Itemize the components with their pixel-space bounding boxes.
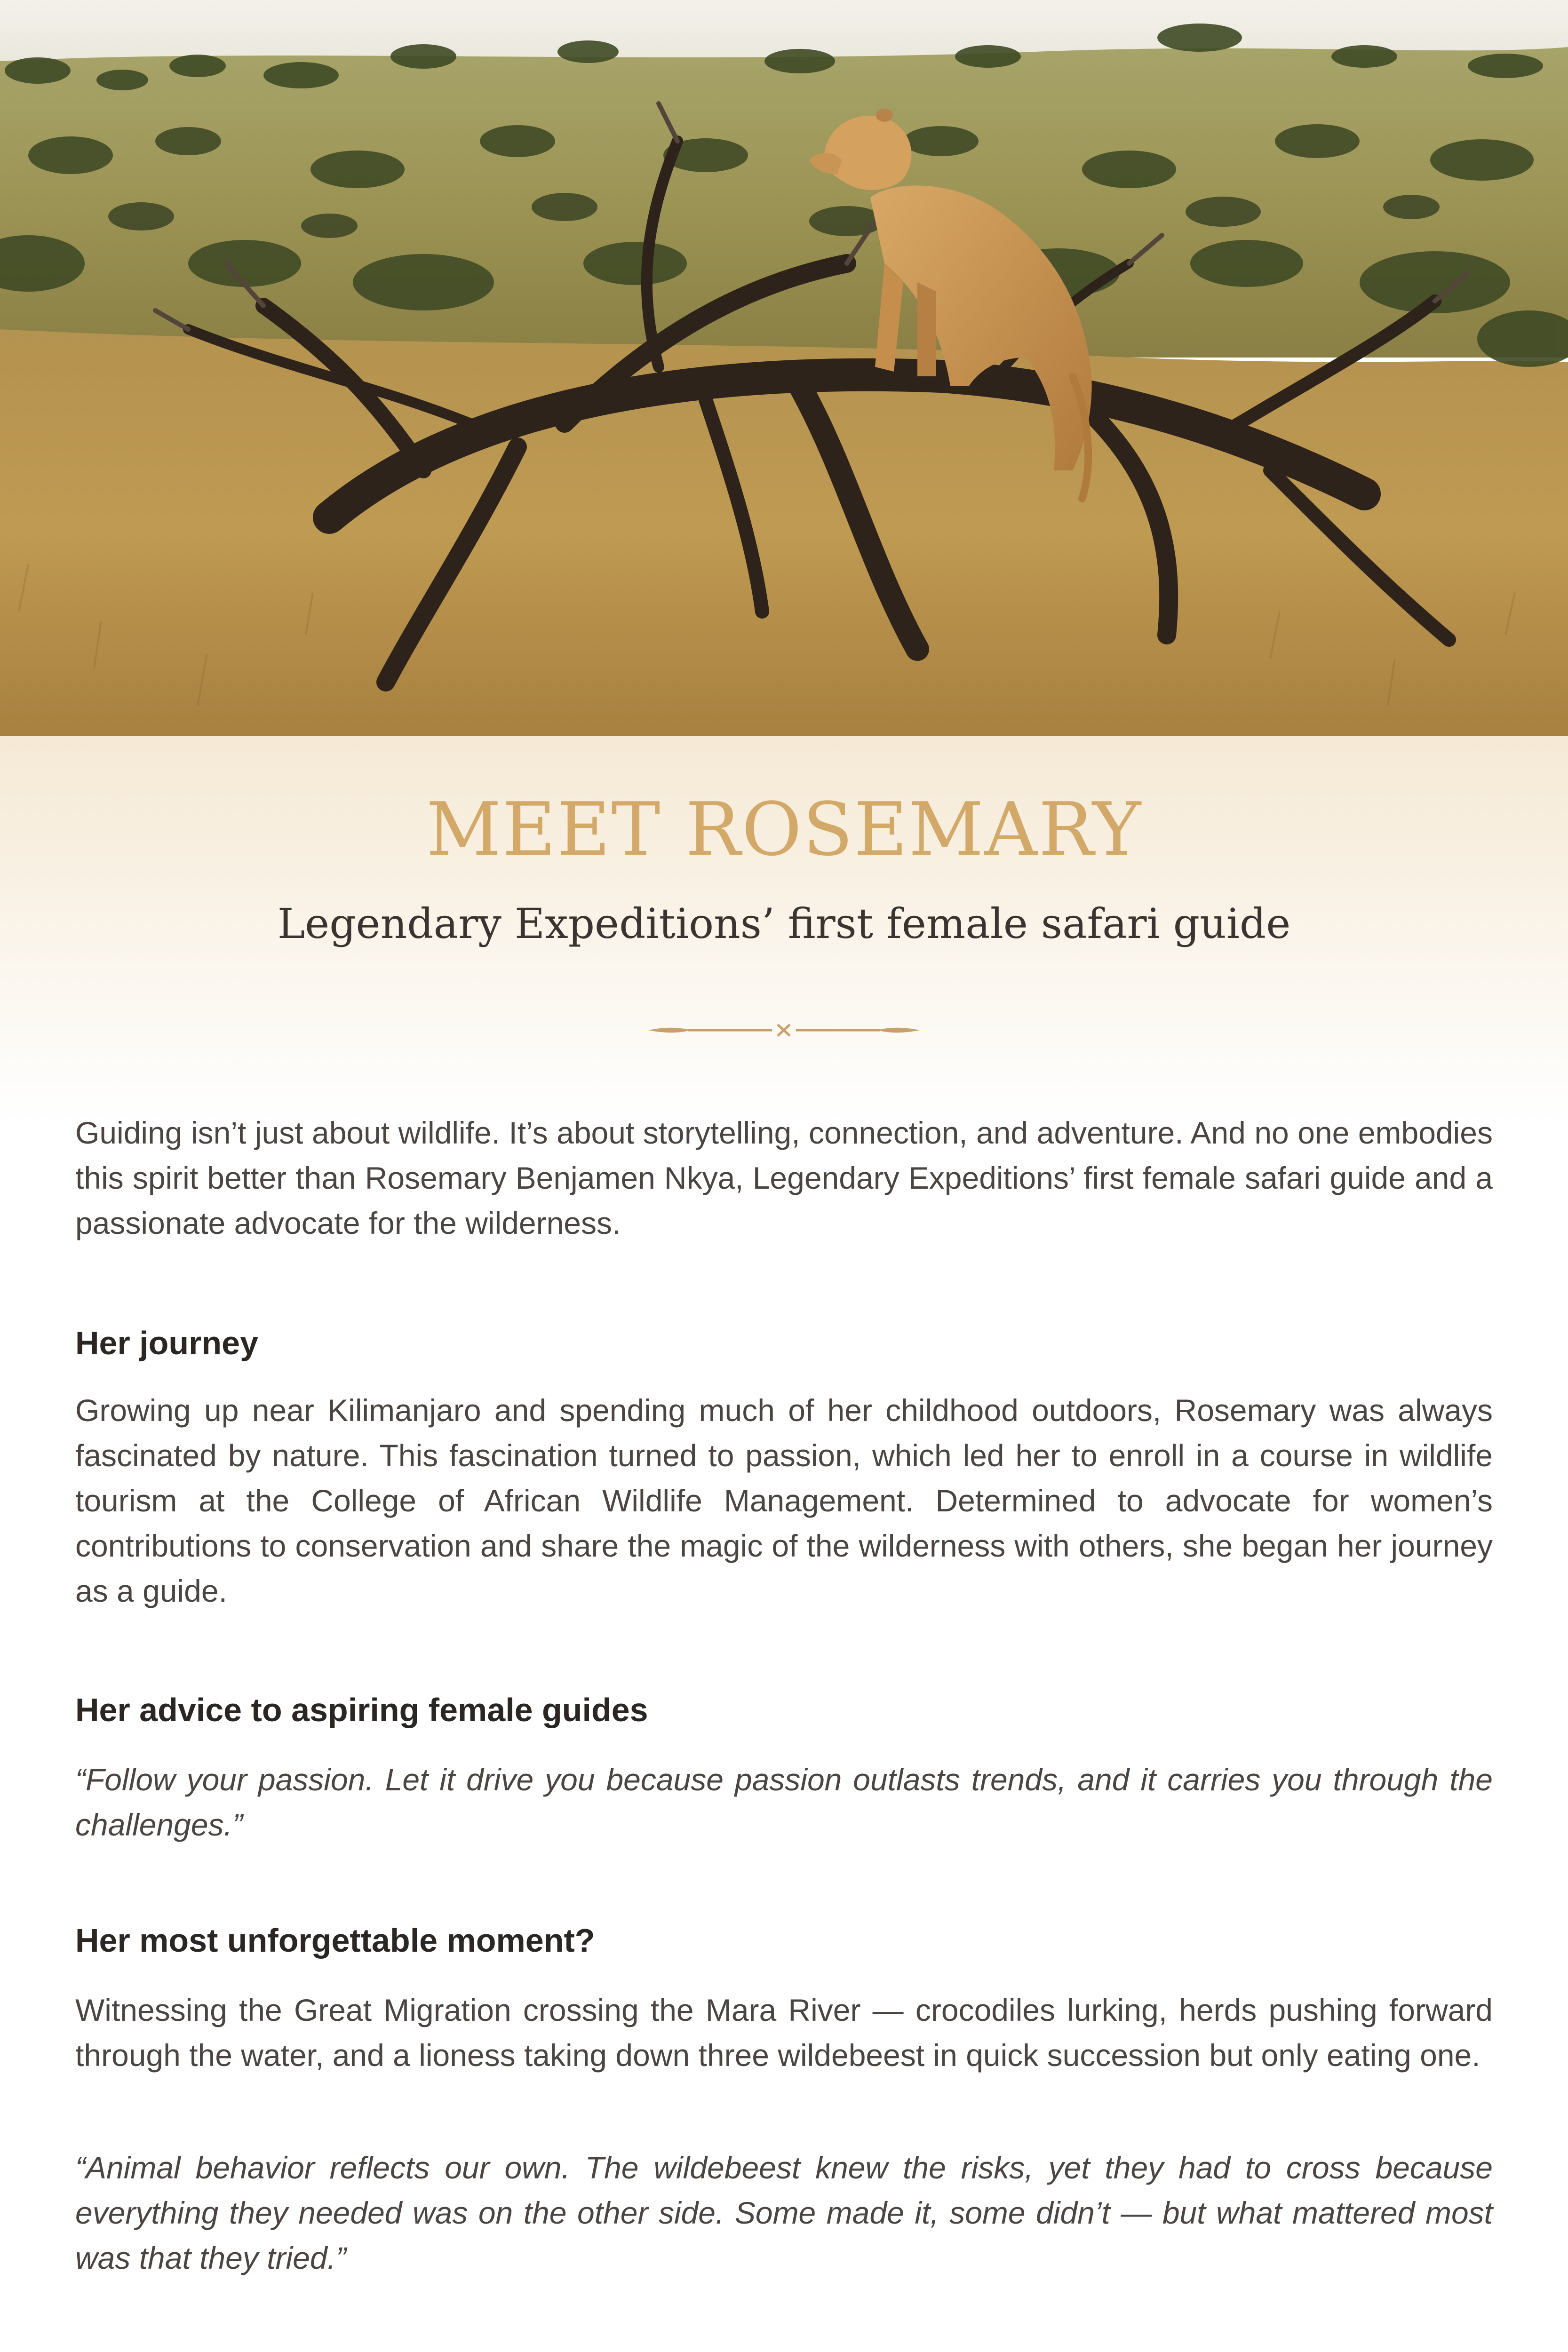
- intro-paragraph: Guiding isn’t just about wildlife. It’s about storytelling, connection, and adventure. And no one embodies this spirit better than Rosemary Benjamen Nkya, Legendary Expeditions’ first female safari guide and a passionate advocate for the wilderness.: [75, 1115, 1493, 1240]
- moment-paragraph: Witnessing the Great Migration crossing the Mara River — crocodiles lurking, herds pushing forward through the water, and a lioness taking down three wildebeest in quick succession but only eating one.: [75, 1993, 1493, 2073]
- hero-photo: [0, 0, 1568, 736]
- section-heading-moment: Her most unforgettable moment?: [75, 1922, 595, 1959]
- moment-quote: “Animal behavior reflects our own. The wildebeest knew the risks, yet they had to cross because everything they needed was on the other side. Some made it, some didn’t — but what mattered most was that they tried.”: [75, 2150, 1493, 2275]
- journey-paragraph: Growing up near Kilimanjaro and spending much of her childhood outdoors, Rosemary was always fascinated by nature. This fascination turned to passion, which led her to enroll in a course in wildlife tourism at the College of African Wildlife Management. Determined to advocate for women’s contributions to conservation and share the magic of the wilderness with others, she began her journey as a guide.: [75, 1393, 1493, 1608]
- page-subtitle: Legendary Expeditions’ first female safari guide: [277, 899, 1291, 948]
- lioness-on-fallen-tree-image: [0, 0, 1568, 736]
- page-title: MEET ROSEMARY: [426, 787, 1142, 872]
- ornamental-divider-icon: [646, 1018, 922, 1042]
- section-heading-advice: Her advice to aspiring female guides: [75, 1692, 648, 1728]
- advice-quote: “Follow your passion. Let it drive you because passion outlasts trends, and it carries you through the challenges.”: [75, 1762, 1493, 1842]
- section-heading-journey: Her journey: [75, 1325, 258, 1361]
